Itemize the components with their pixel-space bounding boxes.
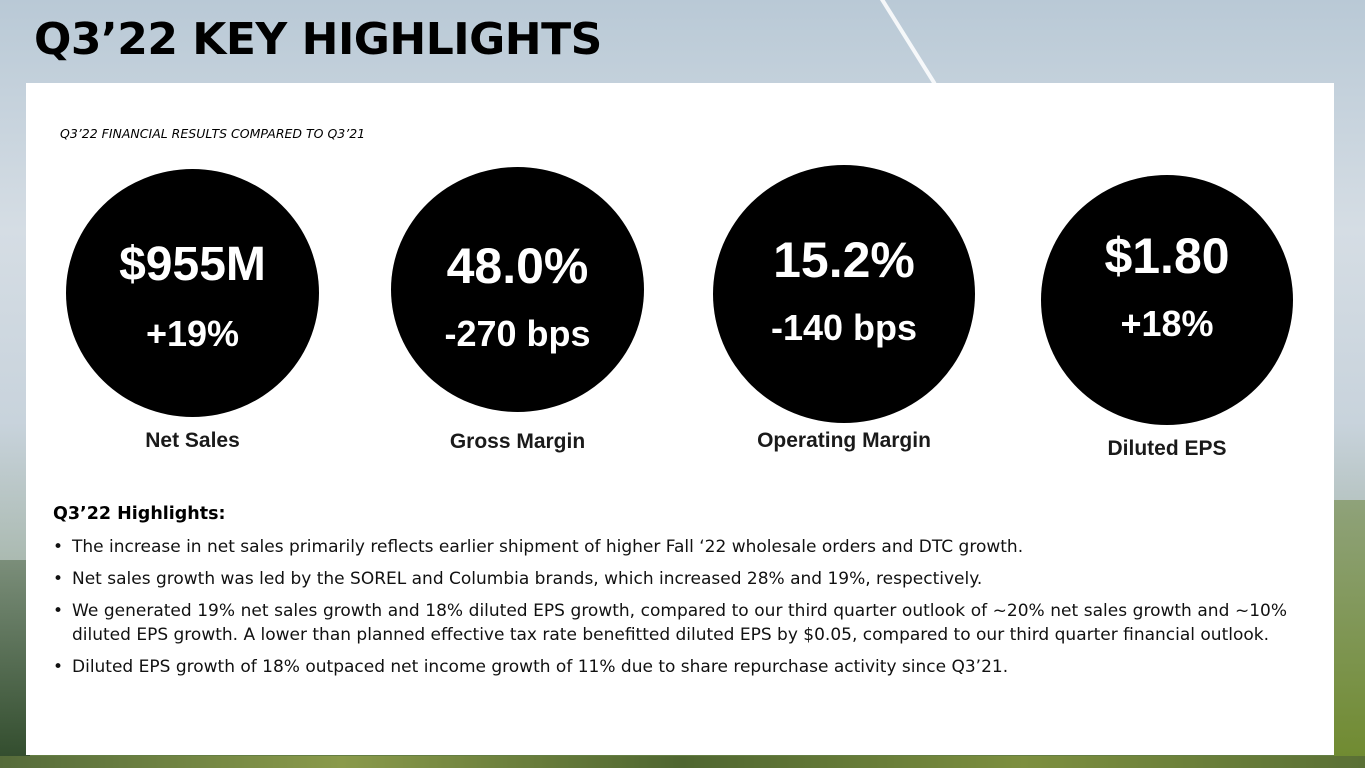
kpi-label-operating-margin: Operating Margin	[757, 429, 931, 452]
highlights-list	[53, 535, 1287, 687]
background-grass	[0, 756, 1365, 768]
kpi-change: +19%	[145, 313, 240, 354]
kpi-value: $1.80	[1104, 228, 1230, 284]
highlights-heading: Q3’22 Highlights:	[53, 504, 226, 524]
kpi-circle-operating-margin	[713, 165, 975, 423]
background-foliage-right	[1334, 500, 1365, 768]
kpi-change: -270 bps	[444, 313, 591, 354]
kpi-change: -140 bps	[770, 307, 918, 348]
kpi-value: 15.2%	[773, 232, 915, 288]
kpi-value: $955M	[119, 238, 266, 291]
kpi-value: 48.0%	[446, 238, 589, 294]
highlight-item: • We generated 19% net sales growth and 18% diluted EPS growth, compared to our third quarter outlook of ~20% net sales growth and ~10% diluted EPS growth. A lower than planned effective tax rate benefitted diluted EPS by $0.05, compared to our third quarter financial outlook.	[53, 599, 1287, 647]
kpi-label-diluted-eps: Diluted EPS	[1107, 437, 1227, 460]
highlight-item: • Diluted EPS growth of 18% outpaced net income growth of 11% due to share repurchase activity since Q3’21.	[53, 655, 1287, 679]
background-contrail	[880, 0, 936, 85]
kpi-circle-diluted-eps	[1041, 175, 1293, 425]
section-subtitle: Q3’22 FINANCIAL RESULTS COMPARED TO Q3’21	[60, 126, 366, 141]
kpi-change: +18%	[1120, 303, 1214, 344]
highlight-item: • Net sales growth was led by the SOREL and Columbia brands, which increased 28% and 19%, respectively.	[53, 567, 1287, 591]
page-title: Q3’22 KEY HIGHLIGHTS	[34, 14, 602, 65]
kpi-circle-gross-margin	[391, 167, 644, 412]
kpi-label-net-sales: Net Sales	[145, 429, 240, 452]
highlight-item: • The increase in net sales primarily reflects earlier shipment of higher Fall ‘22 wholesale orders and DTC growth.	[53, 535, 1287, 559]
content-panel	[26, 83, 1334, 755]
kpi-circle-net-sales	[66, 169, 319, 417]
kpi-label-gross-margin: Gross Margin	[449, 430, 586, 453]
